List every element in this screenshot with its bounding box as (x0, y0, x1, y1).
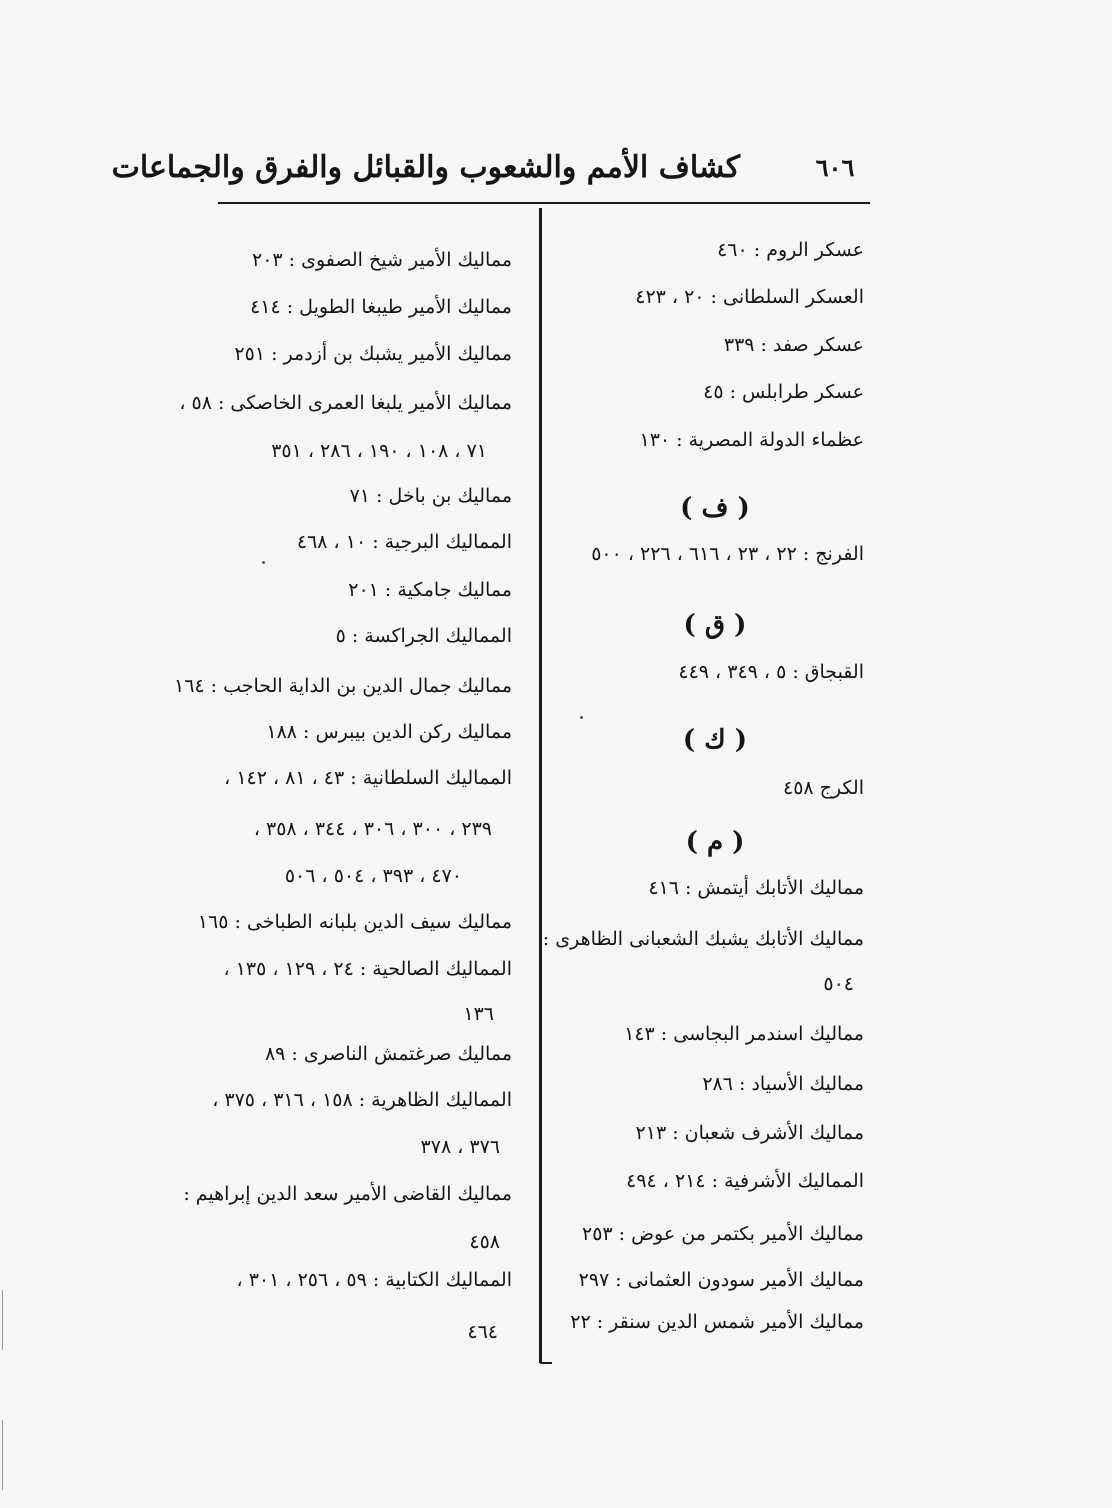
index-entry: مماليك الأسياد : ٢٨٦ (702, 1073, 864, 1095)
section-heading-m: ( م ) (685, 827, 745, 857)
scan-speck (262, 561, 265, 564)
index-entry: مماليك القاضى الأمير سعد الدين إبراهيم : (183, 1183, 512, 1205)
section-heading-f: ( ف ) (680, 493, 750, 523)
index-entry-continuation: ١٣٦ (463, 1003, 494, 1025)
index-entry-continuation: ٥٠٤ (823, 973, 854, 995)
scan-speck (580, 716, 583, 719)
scan-edge-mark (2, 1290, 3, 1350)
index-entry: مماليك الأمير شمس الدين سنقر : ٢٢ (570, 1311, 864, 1333)
header-rule (218, 202, 870, 204)
page-number: ٦٠٦ (815, 153, 855, 182)
index-entry: المماليك الصالحية : ٢٤ ، ١٢٩ ، ١٣٥ ، (223, 958, 512, 980)
index-entry: المماليك الظاهرية : ١٥٨ ، ٣١٦ ، ٣٧٥ ، (212, 1089, 512, 1111)
index-entry: مماليك الأمير طيبغا الطويل : ٤١٤ (250, 296, 512, 318)
divider-foot (540, 1350, 552, 1364)
index-entry: مماليك الأمير سودون العثمانى : ٢٩٧ (578, 1269, 864, 1291)
index-entry: مماليك الأمير شيخ الصفوى : ٢٠٣ (252, 249, 512, 271)
section-heading-q: ( ق ) (683, 610, 747, 640)
index-entry: مماليك جمال الدين بن الداية الحاجب : ١٦٤ (174, 675, 512, 697)
page-title: كشاف الأمم والشعوب والقبائل والفرق والجماعات (111, 150, 740, 185)
index-entry: مماليك جامكية : ٢٠١ (348, 579, 512, 601)
index-entry: العسكر السلطانى : ٢٠ ، ٤٢٣ (635, 286, 864, 308)
index-entry: مماليك اسندمر البجاسى : ١٤٣ (624, 1023, 864, 1045)
index-entry: مماليك الأتابك أيتمش : ٤١٦ (648, 877, 864, 899)
index-entry: المماليك السلطانية : ٤٣ ، ٨١ ، ١٤٢ ، (224, 767, 512, 789)
index-entry: القبجاق : ٥ ، ٣٤٩ ، ٤٤٩ (678, 661, 864, 683)
index-entry: مماليك ركن الدين بيبرس : ١٨٨ (266, 721, 512, 743)
index-entry: الفرنج : ٢٢ ، ٢٣ ، ٦١٦ ، ٢٢٦ ، ٥٠٠ (591, 543, 864, 565)
index-entry: عسكر صفد : ٣٣٩ (723, 334, 864, 356)
index-entry: عسكر الروم : ٤٦٠ (717, 239, 864, 261)
index-entry: مماليك الأشرف شعبان : ٢١٣ (635, 1122, 864, 1144)
index-entry: المماليك البرجية : ١٠ ، ٤٦٨ (296, 531, 512, 553)
index-entry: مماليك الأمير يشبك بن أزدمر : ٢٥١ (234, 343, 512, 365)
index-entry: الكرج ٤٥٨ (783, 777, 864, 799)
scan-edge-mark (2, 1420, 3, 1490)
index-entry: مماليك صرغتمش الناصرى : ٨٩ (264, 1043, 512, 1065)
index-entry-continuation: ٣٧٦ ، ٣٧٨ (420, 1136, 500, 1158)
index-entry-continuation: ٧١ ، ١٠٨ ، ١٩٠ ، ٢٨٦ ، ٣٥١ (271, 440, 487, 462)
index-entry: مماليك الأمير بكتمر من عوض : ٢٥٣ (581, 1223, 864, 1245)
index-entry: عظماء الدولة المصرية : ١٣٠ (639, 429, 864, 451)
index-entry: المماليك الأشرفية : ٢١٤ ، ٤٩٤ (626, 1170, 864, 1192)
index-entry: مماليك بن باخل : ٧١ (349, 485, 512, 507)
index-entry: مماليك سيف الدين بلبانه الطباخى : ١٦٥ (197, 911, 512, 933)
index-entry: المماليك الكتابية : ٥٩ ، ٢٥٦ ، ٣٠١ ، (236, 1269, 512, 1291)
index-entry-continuation: ٤٧٠ ، ٣٩٣ ، ٥٠٤ ، ٥٠٦ (284, 865, 462, 887)
section-heading-k: ( ك ) (682, 725, 748, 755)
index-entry: عسكر طرابلس : ٤٥ (703, 381, 864, 403)
index-entry-continuation: ٤٥٨ (469, 1231, 500, 1253)
index-entry: مماليك الأتابك يشبك الشعبانى الظاهرى : (542, 928, 864, 950)
index-entry-continuation: ٢٣٩ ، ٣٠٠ ، ٣٠٦ ، ٣٤٤ ، ٣٥٨ ، (253, 818, 492, 840)
index-entry: المماليك الجراكسة : ٥ (335, 625, 512, 647)
index-entry: مماليك الأمير يلبغا العمرى الخاصكى : ٥٨ ، (179, 392, 512, 414)
column-divider (539, 208, 542, 1363)
index-entry-continuation: ٤٦٤ (467, 1321, 498, 1343)
